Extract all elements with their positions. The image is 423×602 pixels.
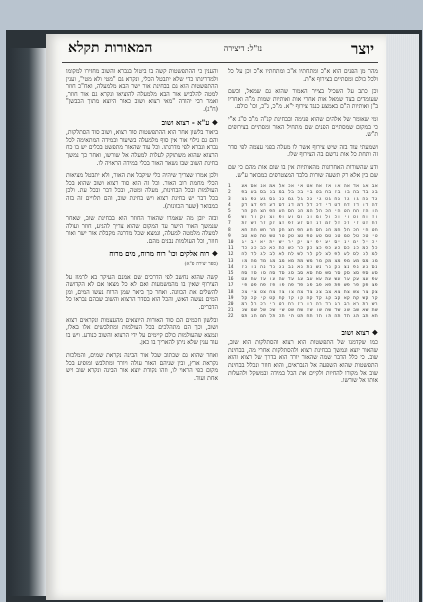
table-cells: וז וח וט וי וכ ול ומ ונ וס וע ופ וצ וק ור וש: [241, 215, 378, 221]
row-number: 7: [228, 221, 231, 227]
paragraph: ושמעתי עוד בזה שיש צירוף אשר לו מעלה בפני עצמה לפי סדר זה ותחת כל אות נרשם בה הצירוף שלו.: [228, 143, 378, 159]
table-cells: כל כמ כנ כס כע כפ כצ כק כר כש כת כא כב כג כד: [241, 246, 378, 252]
section-heading: ❖ רצוא ושוב: [341, 327, 378, 337]
header-rule: [62, 62, 378, 63]
table-cells: הו הז הח הט הי הכ הל המ הנ הס הע הפ הצ הק הר: [241, 208, 378, 214]
page-header: [60, 40, 382, 62]
paragraph: ומי שאומר של אלהים שהוא פנימה ובבחינת קנ"ה מ"ב ס"ג א"י כי במקום שמסתיים הפנים שם מתחיל האור ומסתיים בצירופים ת"ש.: [228, 115, 378, 139]
table-cells: סע ספ סצ סק סר סש סת סא סב סג סד סה סו סז סח: [241, 270, 378, 276]
paragraph: ודע שהשורות האחרונות מהאותיות אין בו שום אות מהם כי שם שם בין אלא רק תשעה שורות בלבד המצטרפים כמבואר ע"ש.: [228, 163, 378, 179]
table-cells: בג בד בה בו בז בח בט בי בכ בל במ בנ בס בע בפ: [241, 190, 378, 196]
row-number: 17: [228, 283, 234, 289]
table-cells: עפ עצ עק ער עש עת עא עב עג עד עה עו עז עח עט: [241, 277, 378, 283]
paragraph: והענין כי ההתפשטות קשה בו ביטול בנברא והשוב מחזירו למקומו ולמדריגתו כדי שלא יתבטל הכלי, ונקרא גם "מטי ולא מטי", וענין ההתפשטות הוא גם בבחינת אור ישר הבא מלמעלה, ואח"כ חוזר למטה להלביש אור הבא מלמעלה להוציאו ונקרא גם אור חוזר, ואמר רבי יהודה "מאי רצוא ושוב כאור היוצא מתוך הכבשן" (ח"ג).: [66, 68, 218, 113]
row-number: 8: [228, 227, 231, 233]
right-column: [228, 68, 378, 588]
running-title-right: יוצר: [351, 40, 374, 58]
table-cells: נס נע נפ נצ נק נר נש נת נא נב נג נד נה נו נז: [241, 264, 378, 270]
paragraph: ביאור בלשון אחר הוא ההתפשטות סוד רצוא, ושוב סוד הסתלקות, והם גם גילוי אור אין סוף מלמעלה בשיעור ובמידה המתאימה לכל נברא ונברא לפי מדרגתו. וכל עוד שהאור מתפשט בכלים יש בו כח הרצוא שהוא משתוקק לעלות למעלה אל שורשו, ואחר כך נמשך בחינת השוב שבו נשאר האור בכלי במידה הראויה לו.: [66, 129, 218, 167]
row-number: 21: [228, 308, 234, 314]
section-heading: ❖ ע"א - רצוא ושוב: [161, 117, 218, 127]
paragraph: מהר מן הפנים הוא א"כ ומתחתיו א"כ ומתחתיו א"כ וכן על כל ולכל כולם ומסתיים בצירוף א"ת.: [228, 68, 378, 83]
book-spine: [8, 48, 46, 596]
paragraph: ולכן אמרו שצריך שיהיה כלי שיקבל את האור, ולא יתבטל מציאות הכלי מחמת רוב האור. וכל זה הוא סוד רצוא ושוב שהוא בכל העולמות ובכל הבחינות, מעלה ומטה, ובכל דבר ובכל עת. ולכן בכל דבר יש בחינת רצוא ויש בחינת שוב, והם תלויים זה בזה כמבואר (שער הכוונות).: [66, 172, 218, 210]
row-number: 10: [228, 239, 234, 245]
running-title-text: המאורות: [104, 40, 153, 56]
table-cells: זח זט זי זכ זל זמ זנ זס זע זפ זצ זק זר זש זת: [241, 221, 378, 227]
table-cells: קר קש קת קא קב קג קד קה קו קז קח קט קי קכ קל: [241, 295, 378, 301]
row-number: 16: [228, 277, 234, 283]
page-edges: [383, 34, 419, 602]
row-number: 1: [228, 184, 231, 190]
table-cells: פצ פק פר פש פת פא פב פג פד פה פו פז פח פט פי: [241, 283, 378, 289]
paragraph: ואחר שהוא גם שכתוב שכל אור הבינה נקראת שמים, והמלכות נקראת ארץ, ובין שניהם האור עולה ויורד ומתלבש ומופיע בכל מקום כפי הראוי לו, וזהו נקודת יוצא אור הבינה ונקרא שוב ויש אחת ועוד.: [66, 352, 218, 382]
letter-combination-table: [228, 184, 378, 320]
table-cells: תא תב תג תד תה תו תז תח תט תי תכ תל תמ תנ תס: [241, 314, 378, 320]
section-heading: ❖ רוח אלקים וכו' רוח מרוח, מים מרוח: [109, 249, 218, 259]
page-number: תקלא: [68, 40, 100, 56]
paragraph: ובזה יובן מה שאמרו שהאור החוזר הוא בבחינת שוב, שאחר שנמשך האור הישר עד המקום שהוא צריך להגיע, חוזר ועולה למעלה מלמטה למעלה, ונמצא שכל מדרגה מקבלת אור ישר ואור חוזר, וכל העולמות נבנים מהם.: [66, 215, 218, 245]
table-cells: חט חי חכ חל חמ חנ חס חע חפ חצ חק חר חש חת חא: [241, 227, 378, 233]
table-row: [228, 314, 378, 320]
row-number: 20: [228, 301, 234, 307]
row-number: 19: [228, 295, 234, 301]
table-cells: דה דו דז דח דט די דכ דל דמ דנ דס דע דפ דצ דק: [241, 202, 378, 208]
paragraph: ובלשון חכמים הם סוד האורות היוצאים מהעצמות ונקראים רצוא ושוב, וכך הם מתהלכים בכל העולמות ומתלבשים אלו באלו, ונמצא שהעולמות כולם קיימים על ידי הרצוא והשוב כנודע. ויש בו עוד ענין שלא ניתן להאריך בו כאן.: [66, 316, 218, 347]
paragraph: קשה שהוא נחשב לפי הדרכים שם אמנם העיקר בא לרמוז על הצירוף שאין בו מהמשמעות ואם לא כל מצאו אם לא הקדושה להשלים את הכוונה. ואחר כך ביאר שמן הרוח נעשו המים, ומן המים נעשה האש, והכל הוא בסדר הרצוא והשוב שבהם נבראו כל הדברים.: [66, 273, 218, 312]
row-number: 11: [228, 246, 234, 252]
table-cells: רש רת רא רב רג רד רה רו רז רח רט רי רכ רל רמ: [241, 301, 378, 307]
table-cells: מנ מס מע מפ מצ מק מר מש מת מא מב מג מד מה מו: [241, 258, 378, 264]
table-cells: צק צר צש צת צא צב צג צד צה צו צז צח צט צי צכ: [241, 289, 378, 295]
table-cells: גד גה גו גז גח גט גי גכ גל גמ גנ גס גע גפ גצ: [241, 196, 378, 202]
table-cells: אב אג אד אה או אז אח אט אי אכ אל אמ אנ אס אע: [241, 184, 378, 190]
row-number: 3: [228, 196, 231, 202]
table-cells: טי טכ טל טמ טנ טס טע טפ טצ טק טר טש טת טא טב: [241, 233, 378, 239]
row-number: 18: [228, 289, 234, 295]
row-number: 13: [228, 258, 234, 264]
running-subtitle: נז"ל: דיצירה: [223, 44, 262, 53]
source-citation: (ספר יצירה פ"א): [184, 261, 218, 268]
row-number: 22: [228, 314, 234, 320]
row-number: 2: [228, 190, 231, 196]
row-number: 9: [228, 233, 231, 239]
table-cells: יכ יל ימ ינ יס יע יפ יצ יק יר יש ית יא יב יג: [241, 239, 378, 245]
paragraph: כמו שקדמנו של התפשטות הוא רצוא והסתלקות הוא שוב, שהאור יוצא ונמשך בבחינת רצוא ולהסתלקות אחרי מה, בבחינת שוב. כי כלל הדבר שמה שהאור יורד הוא בדרך של רצוא והוא התפשטות שהוא השפעה אל הנבראים, והוא חוזר ונכלל בבחינת שוב אל מקורו להחיות ולקיים את הכל במידה ובמשקל ולהעלות אותו אל שורשו.: [228, 339, 378, 385]
table-cells: שת שא שב שג שד שה שו שז שח שט שי שכ של שמ שנ: [241, 308, 378, 314]
left-column: [66, 68, 218, 588]
row-number: 15: [228, 270, 234, 276]
row-number: 6: [228, 215, 231, 221]
row-number: 4: [228, 202, 231, 208]
running-title-left: [68, 40, 152, 57]
row-number: 14: [228, 264, 234, 270]
row-number: 12: [228, 252, 234, 258]
row-number: 5: [228, 208, 231, 214]
table-cells: למ לנ לס לע לפ לצ לק לר לש לת לא לב לג לד לה: [241, 252, 378, 258]
paragraph: וכן כתב על השכיל בצייר האמור שהוא גם שמאל, וכשם שעומדים בצד שמאל אות אחרי אות ואותיות שמות מ"ה ואחריו ב"ן ואותיות ה"ם באמצע כנגד צירוף י"א. מ"כ, ג"כ, וכו' כולם.: [228, 88, 378, 111]
